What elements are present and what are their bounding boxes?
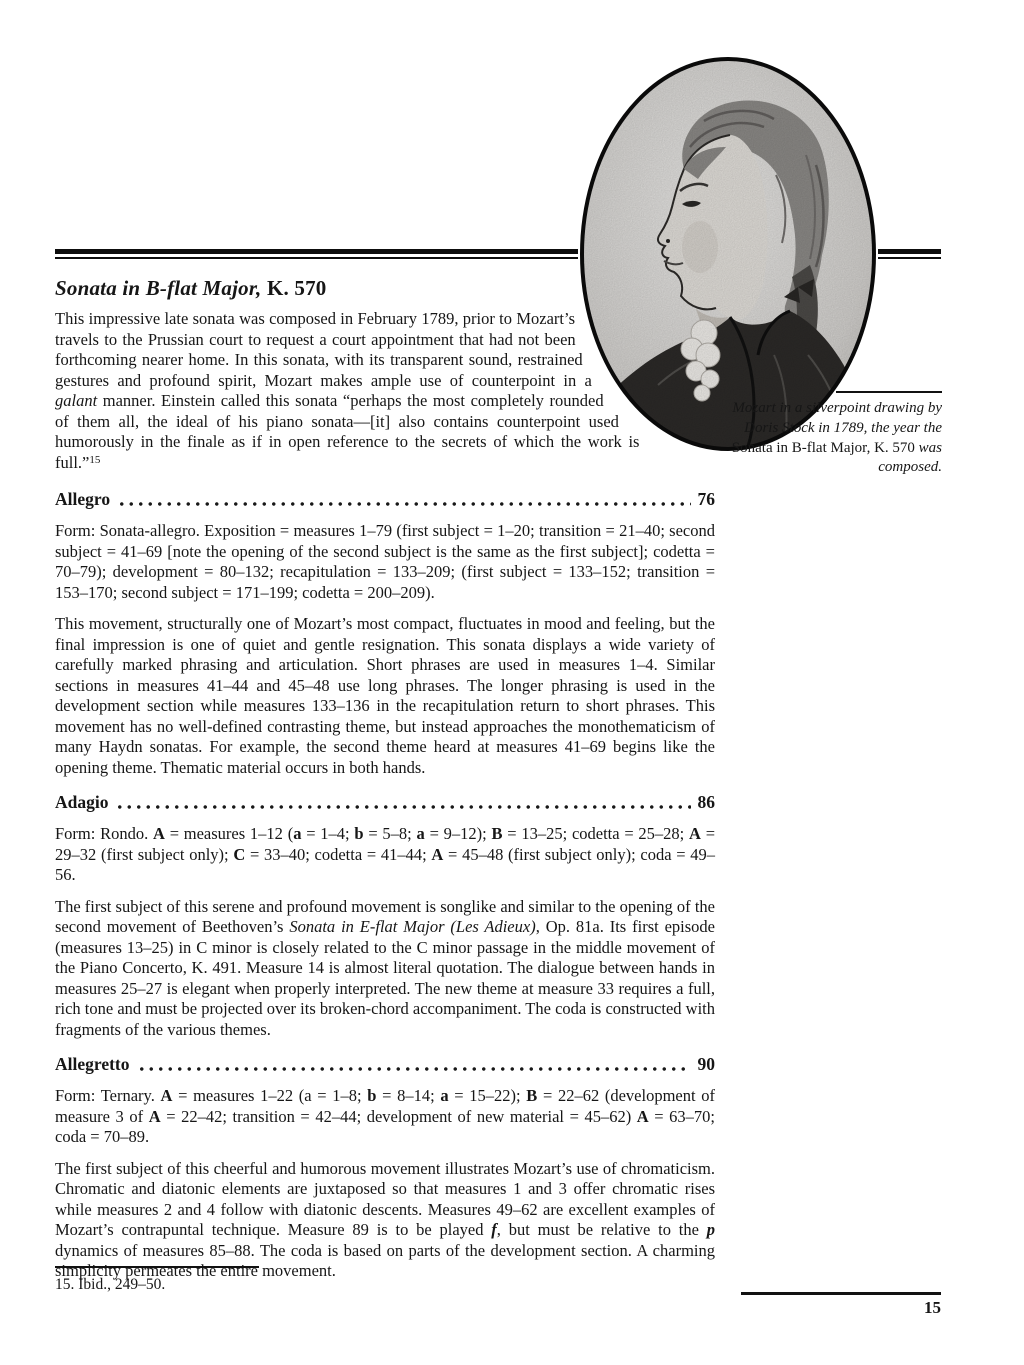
dot-leader — [117, 501, 690, 507]
dot-leader — [137, 1066, 691, 1072]
article-title: Sonata in B-flat Major, K. 570 — [55, 276, 327, 300]
section-allegretto — [55, 1054, 715, 1282]
form-paragraph: Form: Ternary. A = measures 1–22 (a = 1–8; b = 8–14; a = 15–22); B = 22–62 (development of measure 3 of A = 22–42; transition = 42–44; development of new material = 45–62) A = 63–70; coda = 70–89. — [55, 1086, 716, 1146]
movement-page-number: 90 — [697, 1054, 715, 1074]
description-paragraph: This movement, structurally one of Mozart’s most compact, fluctuates in mood and feeling, but the final impression is one of quiet and gentle resignation. This sonata displays a wide variety of carefully marked phrasing and articulation. Short phrases are used in measures 1–4. Similar sections in measures 41–44 and 45–48 use long phrases. The longer phrasing is used in the development section while measures 133–136 in the recapitulation return to short phrases. This movement has no well-defined contrasting theme, but instead approaches the monothematicism of many Haydn sonatas. For example, the second theme heard at measures 41–69 begins like the opening theme. Thematic material occurs in both hands. — [55, 614, 715, 777]
dot-leader — [115, 804, 690, 810]
description-paragraph: The first subject of this serene and profound movement is songlike and similar to the opening of the second movement of Beethoven’s Sonata in E-flat Major (Les Adieux), Op. 81a. Its first episode (measures 13–25) in C minor is closely related to the C minor passage in the middle movement of the Piano Concerto, K. 491. Measure 14 is almost literal quotation. The dialogue between hands in measures 25–27 is elegant when properly interpreted. The new theme at measure 33 requires a full, rich tone and must be projected over its broken-chord accompaniment. The coda is constructed with fragments of the various themes. — [55, 896, 715, 1039]
movement-heading-row — [55, 792, 715, 813]
movement-heading-row — [55, 1054, 715, 1075]
intro-paragraph: This impressive late sonata was composed in February 1789, prior to Mozart’s travels to the Prussian court to request a court appointment that had not been forthcoming nearer home. In this sonata, with its transparent sound, restrained gestures and profound spirit, Mozart makes ample use of counterpoint in a galant manner. Einstein called this sonata “perhaps the most completely rounded of them all, the ideal of his piano sonata—[it] also contains counterpoint used humorously in the finale as if in open reference to the secrets of which the work is full.”$^{15}$ — [55, 309, 715, 475]
caption-rule — [836, 391, 942, 393]
page-number: 15 — [924, 1298, 941, 1317]
footnote — [55, 1266, 259, 1294]
footnote-rule — [55, 1266, 259, 1268]
description-paragraph: The first subject of this cheerful and humorous movement illustrates Mozart’s use of chromaticism. Chromatic and diatonic elements are juxtaposed so that measures 1 and 3 offer chromatic rises while measures 2 and 4 follow with diatonic descents. Measures 49–62 are excellent examples of Mozart’s contrapuntal technique. Measure 89 is to be played f, but must be relative to the p dynamics of measures 85–88. The coda is based on parts of the development section. A charming simplicity permeates the entire movement. — [55, 1158, 715, 1280]
movement-heading-row — [55, 489, 715, 510]
form-paragraph: Form: Sonata-allegro. Exposition = measures 1–79 (first subject = 1–20; transition = 21–40; second subject = 41–69 [note the opening of the second subject is the same as the first subject]; codetta = 70–79); development = 80–132; recapitulation = 133–209; (first subject = 133–152; transition = 153–170; second subject = 171–199; codetta = 200–209). — [55, 521, 715, 602]
movement-heading: Adagio — [55, 792, 109, 812]
movement-heading: Allegro — [55, 489, 111, 509]
movement-heading: Allegretto — [55, 1054, 130, 1074]
footer-rule — [741, 1292, 941, 1295]
section-adagio — [55, 792, 715, 1040]
movement-page-number: 86 — [697, 792, 715, 812]
footnote-text: 15. Ibid., 249–50. — [55, 1276, 166, 1293]
movement-page-number: 76 — [697, 489, 715, 509]
page-footer — [741, 1292, 941, 1318]
portrait-caption — [722, 391, 942, 478]
form-paragraph: Form: Rondo. A = measures 1–12 (a = 1–4; b = 5–8; a = 9–12); B = 13–25; codetta = 25–28; A = 29–32 (first subject only); C = 33–40; codetta = 41–44; A = 45–48 (first subject only); coda = 49–56. — [55, 824, 716, 884]
section-allegro — [55, 489, 715, 778]
portrait-caption-text: Mozart in a silverpoint drawing by Doris Stock in 1789, the year the Sonata in B-flat Major, K. 570 was composed. — [731, 400, 942, 476]
main-text-column — [55, 276, 715, 1293]
